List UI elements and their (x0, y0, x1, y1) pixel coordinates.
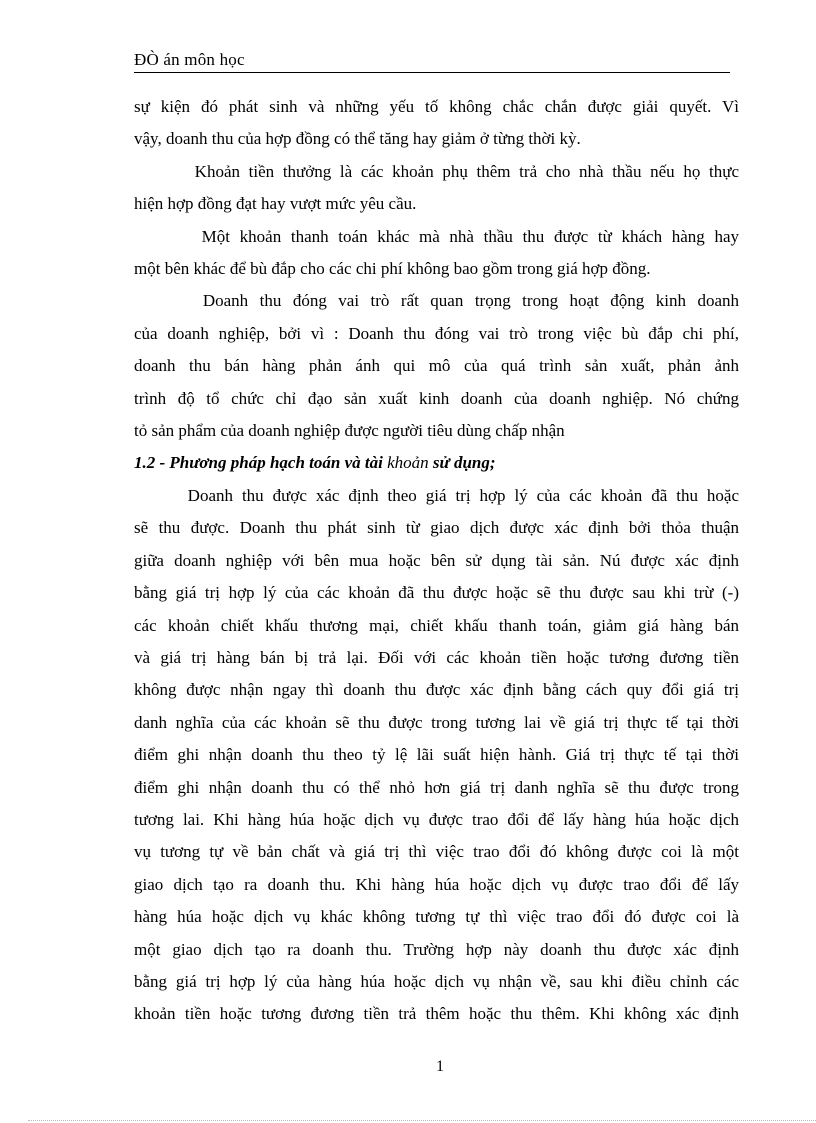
text-line: sẽ thu được. Doanh thu phát sinh từ giao dịch được xác định bởi thỏa thuận (134, 518, 739, 538)
paragraph (134, 285, 739, 447)
text-line: giữa doanh nghiệp với bên mua hoặc bên sử dụng tài sản. Nú được xác định (134, 550, 739, 570)
text-line: của doanh nghiệp, bởi vì : Doanh thu đóng vai trò trong việc bù đắp chi phí, (134, 323, 739, 343)
text-line: hàng húa hoặc dịch vụ khác không tương tự thì việc trao đổi đó được coi là (134, 907, 739, 927)
text-line: doanh thu bán hàng phản ánh qui mô của quá trình sản xuất, phản ảnh (134, 356, 739, 376)
text-line: Doanh thu được xác định theo giá trị hợp lý của các khoản đã thu hoặc (134, 485, 739, 505)
paragraph (134, 480, 739, 1031)
text-line: Doanh thu đóng vai trò rất quan trọng trong hoạt động kinh doanh (134, 291, 739, 311)
paragraph (134, 156, 739, 221)
text-line: và giá trị hàng bán bị trả lại. Đối với các khoản tiền hoặc tương đương tiền (134, 647, 739, 667)
page-number: 1 (436, 1058, 444, 1075)
text-line: điểm ghi nhận doanh thu có thể nhỏ hơn giá trị danh nghĩa sẽ thu được trong (134, 777, 739, 797)
paragraph (134, 91, 739, 156)
header-title: ĐÒ án môn học (134, 50, 245, 69)
text-line: bằng giá trị hợp lý của hàng húa hoặc dịch vụ nhận về, sau khi điều chỉnh các (134, 971, 739, 991)
paragraph (134, 221, 739, 286)
heading-middle: khoản (387, 453, 429, 473)
document-body (134, 91, 739, 1031)
text-line: khoản tiền hoặc tương đương tiền trả thêm hoặc thu thêm. Khi không xác định (134, 1004, 739, 1024)
text-line: trình độ tổ chức chỉ đạo sản xuất kinh doanh của doanh nghiệp. Nó chứng (134, 388, 739, 408)
text-line: không được nhận ngay thì doanh thu được xác định bằng cách quy đổi giá trị (134, 680, 739, 700)
text-line: hiện hợp đồng đạt hay vượt mức yêu cầu. (134, 194, 417, 214)
text-line: bằng giá trị hợp lý của các khoản đã thu được hoặc sẽ thu được sau khi trừ (-) (134, 583, 739, 603)
text-line: danh nghĩa của các khoản sẽ thu được trong tương lai về giá trị thực tế tại thời (134, 712, 739, 732)
text-line: tỏ sản phẩm của doanh nghiệp được người tiêu dùng chấp nhận (134, 421, 565, 441)
text-line: vụ tương tự về bản chất và giá trị thì việc trao đổi đó không được coi là một (134, 842, 739, 862)
text-line: giao dịch tạo ra doanh thu. Khi hàng húa hoặc dịch vụ được trao đổi để lấy (134, 874, 739, 894)
page-header (134, 50, 730, 73)
page-bottom-edge (28, 1120, 816, 1121)
text-line: Một khoản thanh toán khác mà nhà thầu thu được từ khách hàng hay (134, 226, 739, 246)
text-line: tương lai. Khi hàng húa hoặc dịch vụ được trao đổi để lấy hàng húa hoặc dịch (134, 809, 739, 829)
text-line: vậy, doanh thu của hợp đồng có thể tăng hay giảm ở từng thời kỳ. (134, 129, 581, 149)
heading-suffix: sử dụng; (428, 453, 496, 473)
text-line: một bên khác để bù đắp cho các chi phí không bao gồm trong giá hợp đồng. (134, 259, 651, 279)
text-line: các khoản chiết khấu thương mại, chiết khấu thanh toán, giảm giá hàng bán (134, 615, 739, 635)
section-heading (134, 447, 739, 479)
text-line: điểm ghi nhận doanh thu theo tỷ lệ lãi suất hiện hành. Giá trị thực tế tại thời (134, 745, 739, 765)
text-line: một giao dịch tạo ra doanh thu. Trường hợp này doanh thu được xác định (134, 939, 739, 959)
text-line: sự kiện đó phát sinh và những yếu tố không chắc chắn được giải quyết. Vì (134, 97, 739, 116)
text-line: Khoản tiền thưởng là các khoản phụ thêm trả cho nhà thầu nếu họ thực (134, 161, 739, 181)
heading-prefix: 1.2 - Phương pháp hạch toán và tài (134, 453, 388, 473)
